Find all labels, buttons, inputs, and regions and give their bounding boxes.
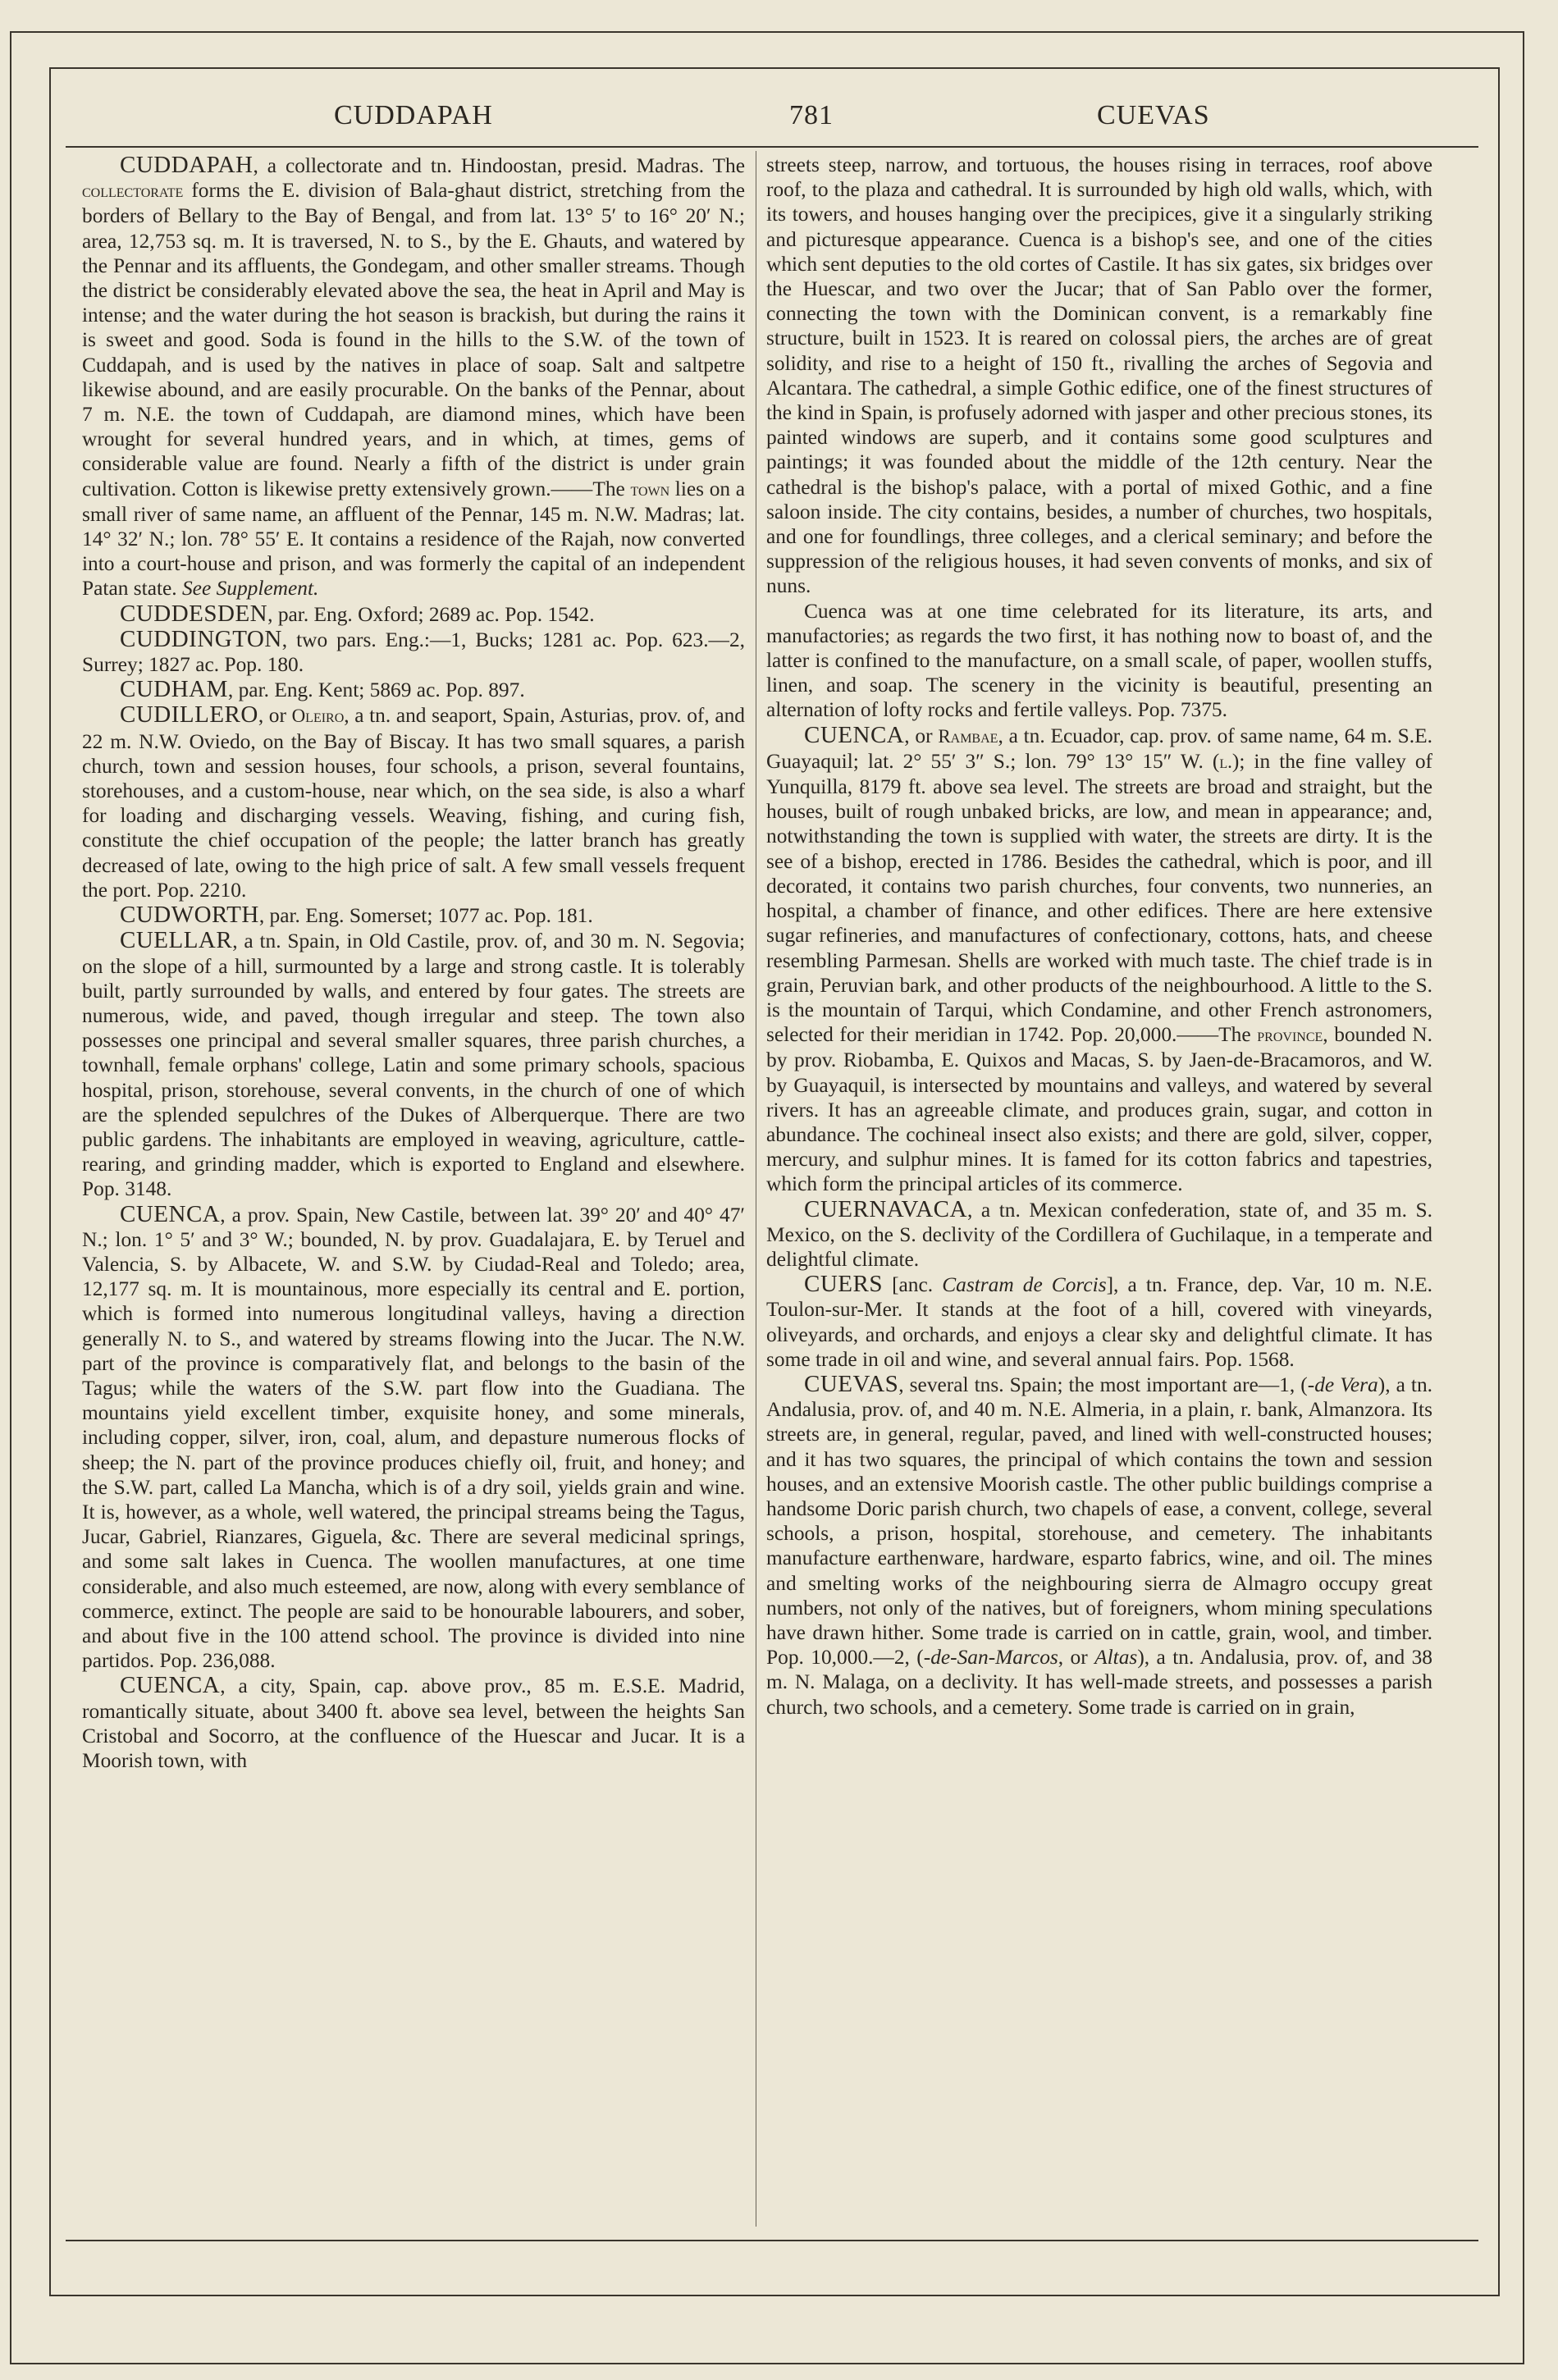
- footer-rule: [66, 2240, 1478, 2241]
- entry-text: ), a tn. Andalusia, prov. of, and 40 m. N.E. Almeria, in a plain, r. bank, Almanzora. Its streets are, in general, regular, paved, and lined with well-constructed houses; and it has two squares, the principal of which contains the town and session houses, and an extensive Moorish castle. The other public buildings comprise a handsome Doric parish church, two chapels of ease, a convent, college, several schools, a prison, hospital, storehouse, and cemetery. The inhabitants manufacture earthenware, hardware, esparto fabrics, wine, and oil. The mines and smelting works of the neighbouring sierra de Almagro occupy great numbers, not only of the natives, but of foreigners, whom mining speculations have drawn hither. Some trade is carried on in cattle, grain, wool, and timber. Pop. 10,000.—2, (: [766, 1373, 1432, 1670]
- entry-text: , a tn. Mexican confederation, state of, and 35 m. S. Mexico, on the S. declivity of the Cordillera of Guchilaque, in a temperate and delightful climate.: [766, 1198, 1432, 1271]
- gazetteer-entry: [766, 1272, 1432, 1372]
- gazetteer-entry: [82, 677, 745, 702]
- entry-text: , two pars. Eng.:—1, Bucks; 1281 ac. Pop. 623.—2, Surrey; 1827 ac. Pop. 180.: [82, 628, 745, 677]
- entry-text: [anc.: [882, 1273, 943, 1297]
- entry-text: forms the E. division of Bala-ghaut district, stretching from the borders of Bellary to the Bay of Bengal, and from lat. 13° 5′ to 16° 20′ N.; area, 12,753 sq. m. It is traversed, N. to S., by the E. Ghauts, and watered by the Pennar and its affluents, the Gondegam, and other smaller streams. Though the district be considerably elevated above the sea, the heat in April and May is intense; and the water during the hot season is brackish, but during the rains it is sweet and good. Soda is found in the hills to the S.W. of the town of Cuddapah, and is used by the natives in place of soap. Salt and saltpetre likewise abound, and are easily procurable. On the banks of the Pennar, about 7 m. N.E. the town of Cuddapah, are diamond mines, which have been wrought for several hundred years, and in which, at times, gems of considerable value are found. Nearly a fifth of the district is under grain cultivation. Cotton is likewise pretty extensively grown.——The: [82, 179, 745, 500]
- entry-text: , bounded N. by prov. Riobamba, E. Quixos and Macas, S. by Jaen-de-Bracamoros, and W. by Guayaquil, is intersected by mountains and valleys, and watered by several rivers. It has an agreeable climate, and produces grain, sugar, and cotton in abundance. The cochineal insect also exists; and there are gold, silver, copper, mercury, and sulphur mines. It is famed for its cotton fabrics and tapestries, which form the principal articles of its commerce.: [766, 1023, 1432, 1196]
- entry-text: , a tn. and seaport, Spain, Asturias, prov. of, and 22 m. N.W. Oviedo, on the Bay of Biscay. It has two small squares, a parish church, town and session houses, four schools, a prison, several fountains, storehouses, and a custom-house, near which, on the sea side, is also a wharf for loading and discharging vessels. Weaving, fishing, and curing fish, constitute the chief occupation of the people; the latter branch has greatly decreased of late, owing to the high price of salt. A few small vessels frequent the port. Pop. 2210.: [82, 704, 745, 902]
- entry-headword: CUDHAM: [120, 676, 228, 703]
- gazetteer-entry: [82, 928, 745, 1201]
- entry-text: , or: [1058, 1646, 1095, 1670]
- italic-term: -de Vera: [1307, 1373, 1378, 1396]
- entry-text: , a prov. Spain, New Castile, between lat. 39° 20′ and 40° 47′ N.; lon. 1° 5′ and 3° W.; bounded, N. by prov. Guadalajara, E. by Teruel and Valencia, S. by Albacete, W. and S.W. by Ciudad-Real and Toledo; area, 12,177 sq. m. It is mountainous, more especially its central and E. portion, which is formed into numerous longitudinal valleys, having a direction generally N. to S., and watered by streams flowing into the Jucar. The N.W. part of the province is comparatively flat, and belongs to the basin of the Tagus; while the waters of the S.W. part flow into the Guadiana. The mountains yield excellent timber, exquisite honey, and some minerals, including copper, silver, iron, coal, alum, and depasture numerous flocks of sheep; the N. part of the province produces chiefly oil, fruit, and honey; and the S.W. part, called La Mancha, which is of a dry soil, yields grain and wine. It is, however, as a whole, well watered, the principal streams being the Tagus, Jucar, Gabriel, Rianzares, Giguela, &c. There are several medicinal springs, and some salt lakes in Cuenca. The woollen manufactures, at one time considerable, and also much esteemed, are now, along with every semblance of commerce, extinct. The people are said to be honourable labourers, and sober, and about five in the 100 attend school. The province is divided into nine partidos. Pop. 236,088.: [82, 1203, 745, 1673]
- gazetteer-entry: [766, 153, 1432, 599]
- entry-text: , par. Eng. Oxford; 2689 ac. Pop. 1542.: [267, 602, 595, 626]
- header-rule: [66, 146, 1478, 148]
- small-caps-term: l.: [1219, 751, 1232, 772]
- page-number: 781: [789, 100, 834, 130]
- entry-text: lies on a small river of same name, an affluent of the Pennar, 145 m. N.W. Madras; lat. 14° 32′ N.; lon. 78° 55′ E. It contains a residence of the Rajah, now converted into a court-house and prison, and was formerly the capital of an independent Patan state.: [82, 477, 745, 601]
- entry-text: streets steep, narrow, and tortuous, the houses rising in terraces, roof above roof, to the plaza and cathedral. It is surrounded by high old walls, which, with its towers, and houses hanging over the precipices, give it a singularly striking and picturesque appearance. Cuenca is a bishop's see, and one of the cities which sent deputies to the old cortes of Castile. It has six gates, six bridges over the Huescar, and two over the Jucar; that of San Pablo over the former, connecting the town with the Dominican convent, is a remarkably fine structure, built in 1523. It is reared on colossal piers, the arches are of great solidity, and rise to a height of 150 ft., rivalling the arches of Segovia and Alcantara. The cathedral, a simple Gothic edifice, one of the finest structures of the kind in Spain, is profusely adorned with jasper and other precious stones, its painted windows are superb, and it contains some good sculptures and paintings; it was founded about the middle of the 12th century. Near the cathedral is the bishop's palace, with a portal of mixed Gothic, and a fine saloon inside. The city contains, besides, a number of churches, two hospitals, and one for foundlings, three colleges, and a clerical seminary; and before the suppression of the religious houses, it had seven convents of monks, and six of nuns.: [766, 153, 1432, 598]
- left-column: [82, 153, 745, 2228]
- entry-headword: CUDDESDEN: [120, 600, 268, 627]
- small-caps-term: Oleiro: [291, 706, 345, 727]
- gazetteer-entry: [766, 1197, 1432, 1272]
- entry-headword: CUENCA: [120, 1200, 221, 1227]
- entry-headword: CUDDAPAH: [120, 153, 254, 178]
- entry-headword: CUERNAVACA: [804, 1195, 967, 1222]
- entry-text: , a tn. Ecuador, cap. prov. of same name, 64 m. S.E. Guayaquil; lat. 2° 55′ 3″ S.; lon. 79° 13° 15″ W. (: [766, 724, 1432, 773]
- italic-term: Castram de Corcis: [942, 1273, 1107, 1297]
- gazetteer-entry: [82, 902, 745, 928]
- small-caps-term: province: [1257, 1025, 1323, 1046]
- italic-term: -de-San-Marcos: [923, 1646, 1058, 1670]
- entry-headword: CUEVAS: [804, 1370, 899, 1397]
- entry-text: , a tn. Spain, in Old Castile, prov. of, and 30 m. N. Segovia; on the slope of a hill, surmounted by a large and strong castle. It is tolerably built, partly surrounded by walls, and entered by four gates. The streets are numerous, wide, and paved, though irregular and steep. The town also possesses one principal and several smaller squares, three parish churches, a townhall, female orphans' college, Latin and some primary schools, spacious hospital, prison, storehouse, several convents, in the church of one of which are the splended sepulchres of the Dukes of Alberquerque. There are two public gardens. The inhabitants are employed in weaving, agriculture, cattle-rearing, and grinding madder, which is exported to England and elsewhere. Pop. 3148.: [82, 930, 745, 1201]
- gazetteer-entry: [766, 723, 1432, 1197]
- entry-headword: CUERS: [804, 1271, 883, 1298]
- gazetteer-entry: [766, 599, 1432, 723]
- running-header: [51, 97, 1495, 138]
- gazetteer-entry: [82, 627, 745, 677]
- gazetteer-entry: [82, 601, 745, 627]
- gazetteer-entry: [82, 1202, 745, 1674]
- entry-text: , several tns. Spain; the most important are—1, (: [898, 1373, 1308, 1396]
- small-caps-term: collectorate: [82, 180, 184, 202]
- gazetteer-entry: [82, 702, 745, 902]
- header-left-word: CUDDAPAH: [334, 100, 493, 130]
- entry-text: ); in the fine valley of Yunquilla, 8179 ft. above sea level. The streets are broad and straight, but the houses, built of rough unbaked bricks, are low, and mean in appearance; and, notwithstanding the town is supplied with water, the streets are dirty. It is the see of a bishop, erected in 1786. Besides the cathedral, which is poor, and ill decorated, it contains two parish churches, four convents, two nunneries, an hospital, a chamber of finance, and other edifices. There are here extensive sugar refineries, and manufactures of confectionary, cottons, hats, and cheese resembling Parmesan. Shells are worked with much taste. The chief trade is in grain, Peruvian bark, and other products of the neighbourhood. A little to the S. is the mountain of Tarqui, which Condamine, and other French astronomers, selected for their meridian in 1742. Pop. 20,000.——The: [766, 749, 1432, 1047]
- entry-text: Cuenca was at one time celebrated for its literature, its arts, and manufactories; as regards the two first, it has nothing now to boast of, and the latter is confined to the manufacture, on a small scale, of paper, woollen stuffs, linen, and soap. The scenery in the vicinity is beautiful, presenting an alternation of lofty rocks and fertile valleys. Pop. 7375.: [766, 599, 1432, 722]
- entry-text: , a city, Spain, cap. above prov., 85 m. E.S.E. Madrid, romantically situate, about 3400 ft. above sea level, between the heights San Cristobal and Socorro, at the confluence of the Huescar and Jucar. It is a Moorish town, with: [82, 1674, 745, 1772]
- entry-headword: CUDDINGTON: [120, 625, 282, 652]
- entry-headword: CUDWORTH: [120, 902, 259, 929]
- entry-text: , a collectorate and tn. Hindoostan, presid. Madras. The: [253, 154, 745, 177]
- right-column: [766, 153, 1432, 2228]
- entry-text: , par. Eng. Kent; 5869 ac. Pop. 897.: [227, 678, 525, 702]
- italic-term: See Supplement.: [181, 577, 319, 601]
- entry-headword: CUENCA: [120, 1672, 221, 1699]
- gazetteer-entry: [82, 153, 745, 601]
- italic-term: Altas: [1094, 1646, 1138, 1670]
- small-caps-term: Rambae: [938, 725, 998, 747]
- entry-text: , or: [904, 724, 939, 747]
- header-right-word: CUEVAS: [1097, 100, 1210, 130]
- entry-headword: CUDILLERO: [120, 701, 258, 729]
- entry-text: ], a tn. France, dep. Var, 10 m. N.E. Toulon-sur-Mer. It stands at the foot of a hill, covered with vineyards, oliveyards, and orchards, and enjoys a clear sky and delightful climate. It has some trade in oil and wine, and several annual fairs. Pop. 1568.: [766, 1273, 1432, 1371]
- entry-text: ), a tn. Andalusia, prov. of, and 38 m. N. Malaga, on a declivity. It has well-made streets, and possesses a parish church, two schools, and a cemetery. Some trade is carried on in grain,: [766, 1646, 1432, 1719]
- entry-headword: CUENCA: [804, 721, 905, 748]
- entry-headword: CUELLAR: [120, 927, 233, 954]
- entry-text: , or: [258, 704, 292, 728]
- small-caps-term: town: [630, 478, 670, 500]
- gazetteer-entry: [82, 1673, 745, 1773]
- entry-text: , par. Eng. Somerset; 1077 ac. Pop. 181.: [258, 904, 593, 928]
- gazetteer-entry: [766, 1372, 1432, 1720]
